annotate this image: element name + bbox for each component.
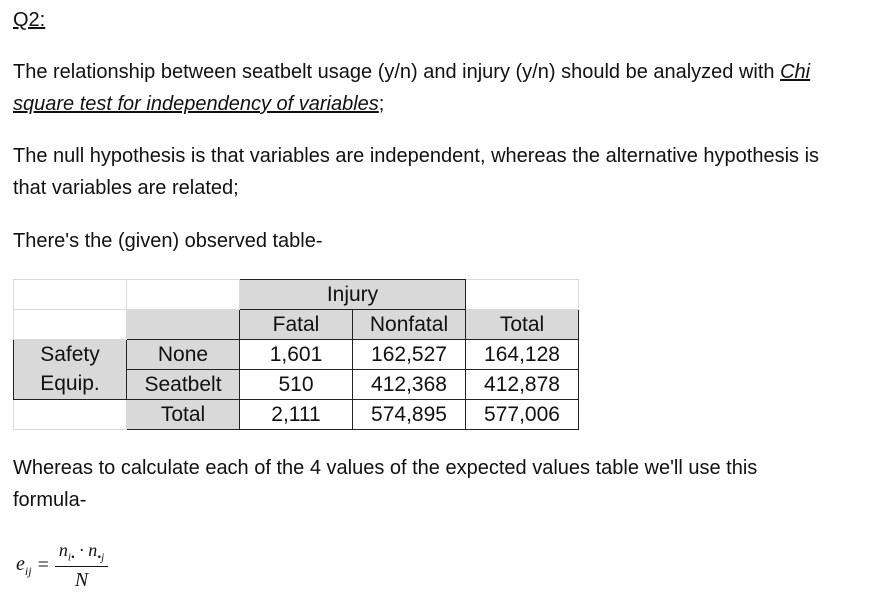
expected-value-formula (16, 540, 108, 592)
table-column-header-row (14, 310, 579, 340)
empty-header-cell (127, 310, 240, 340)
hypothesis-line2: that variables are related; (13, 177, 239, 199)
cell-grand-total: 577,006 (466, 400, 579, 430)
intro-suffix: ; (378, 93, 385, 115)
formula-fraction (55, 540, 108, 592)
intro-paragraph (13, 56, 810, 120)
cell-none-total: 164,128 (466, 340, 579, 370)
expected-line1: Whereas to calculate each of the 4 values of the expected values table we'll use this (13, 457, 758, 479)
col-header-fatal: Fatal (240, 310, 353, 340)
question-heading: Q2: (13, 9, 46, 31)
hypothesis-line1: The null hypothesis is that variables are independent, whereas the alternative hypothesis is (13, 145, 820, 167)
col-header-nonfatal: Nonfatal (353, 310, 466, 340)
empty-cell (127, 280, 240, 310)
empty-cell (14, 280, 127, 310)
observed-table-container (13, 279, 579, 430)
empty-cell (14, 310, 127, 340)
table-row (14, 400, 579, 430)
observed-label: There's the (given) observed table- (13, 230, 323, 252)
cell-total-nonfatal: 574,895 (353, 400, 466, 430)
cell-seatbelt-nonfatal: 412,368 (353, 370, 466, 400)
table-row (14, 370, 579, 400)
row-label-seatbelt: Seatbelt (127, 370, 240, 400)
cell-seatbelt-total: 412,878 (466, 370, 579, 400)
row-label-total: Total (127, 400, 240, 430)
hypothesis-paragraph (13, 140, 819, 204)
empty-cell (14, 400, 127, 430)
chi-square-link-part2: square test for independency of variables (13, 93, 379, 115)
row-group-label-bottom: Equip. (14, 370, 127, 400)
cell-none-nonfatal: 162,527 (353, 340, 466, 370)
cell-seatbelt-fatal: 510 (240, 370, 353, 400)
cell-total-fatal: 2,111 (240, 400, 353, 430)
intro-text: The relationship between seatbelt usage (y/n) and injury (y/n) should be analyzed with (13, 61, 781, 83)
table-group-header-row (14, 280, 579, 310)
formula-denominator: N (74, 568, 89, 591)
formula-numerator: $n_{i•} \cdot n_{•j}$ (55, 540, 108, 567)
expected-paragraph (13, 452, 757, 516)
row-label-none: None (127, 340, 240, 370)
expected-line2: formula- (13, 489, 87, 511)
injury-group-header: Injury (240, 280, 466, 310)
formula-equals: = (37, 554, 49, 577)
row-group-label-top: Safety (14, 340, 127, 370)
cell-none-fatal: 1,601 (240, 340, 353, 370)
chi-square-link-part1: Chi (780, 61, 811, 83)
observed-table (13, 279, 579, 430)
col-header-total: Total (466, 310, 579, 340)
formula-lhs: $e_{ij}$ (16, 552, 32, 578)
empty-cell (466, 280, 579, 310)
table-row (14, 340, 579, 370)
